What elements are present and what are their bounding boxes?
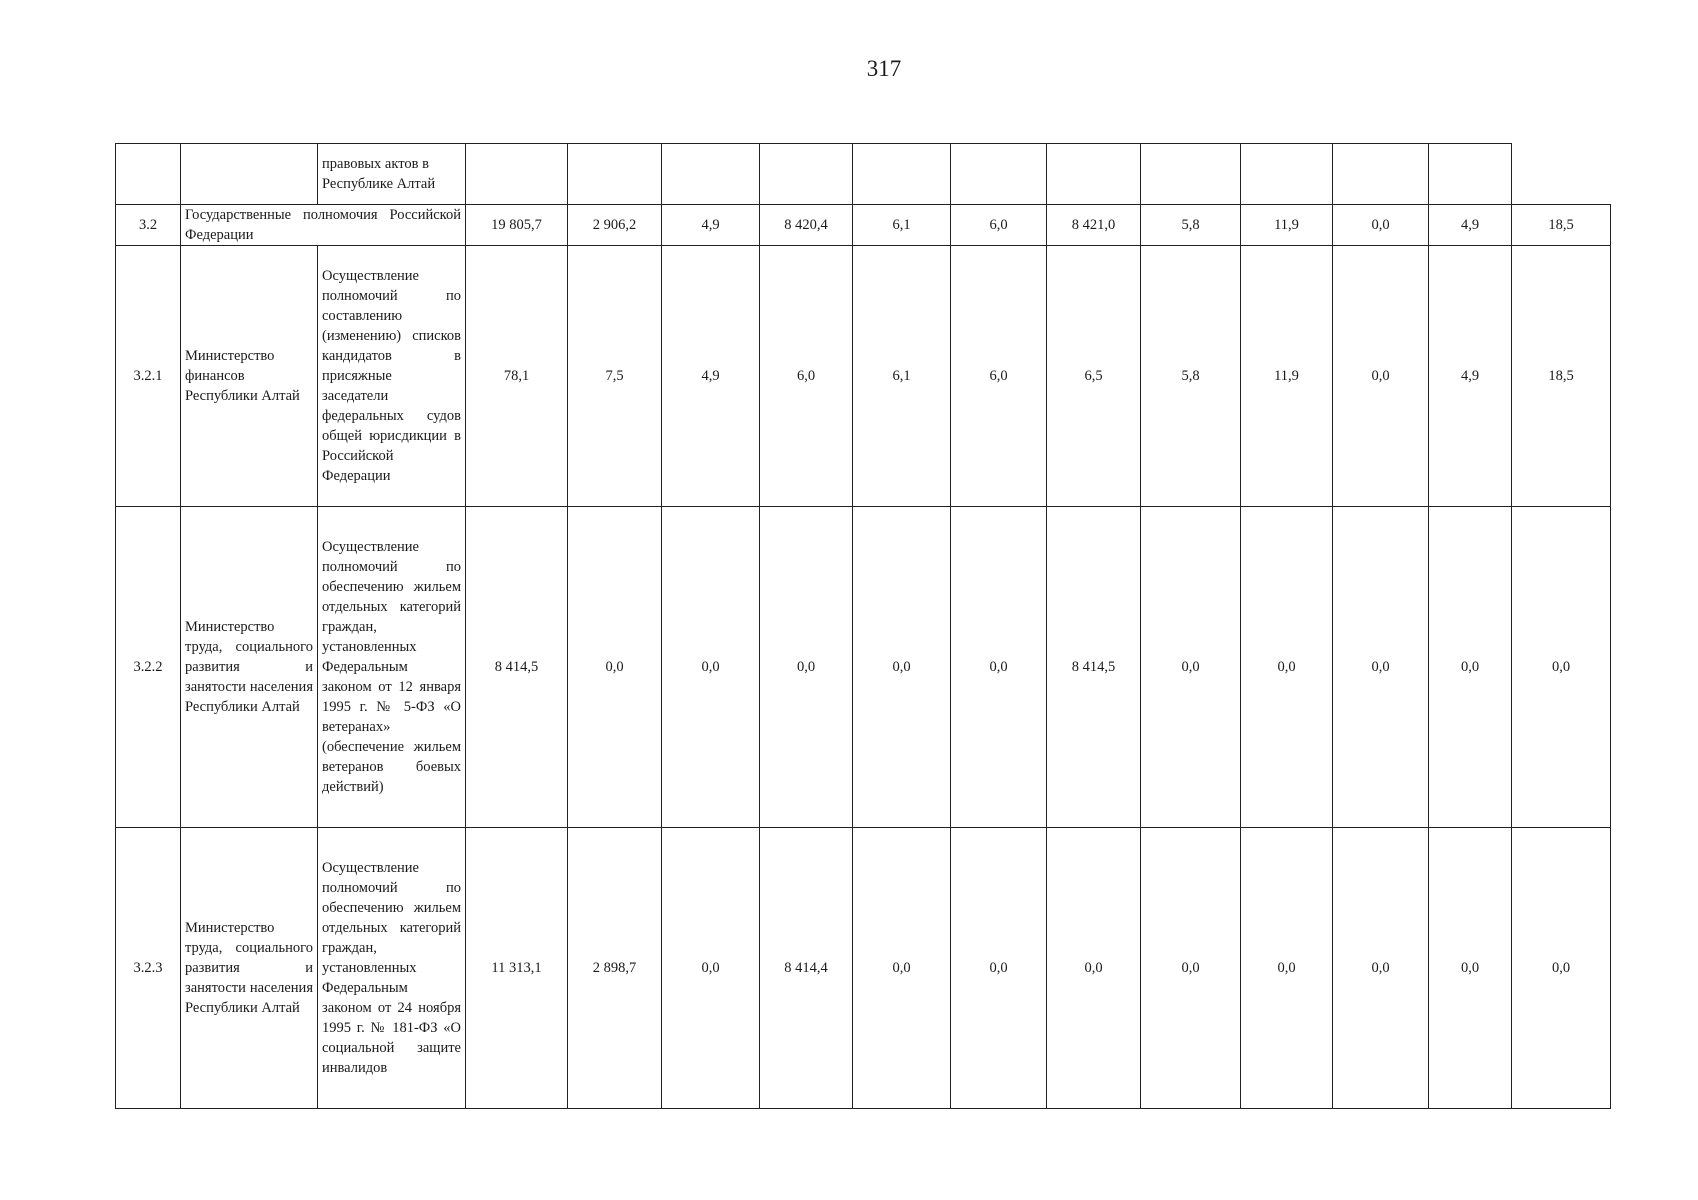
budget-table bbox=[115, 143, 1611, 1109]
value-cell: 0,0 bbox=[1333, 828, 1429, 1109]
row-organization: Министерство финансов Республики Алтай bbox=[181, 246, 318, 507]
value-cell: 0,0 bbox=[1141, 828, 1241, 1109]
value-cell: 0,0 bbox=[1333, 507, 1429, 828]
value-cell: 2 906,2 bbox=[568, 205, 662, 246]
value-cell: 0,0 bbox=[568, 507, 662, 828]
value-cell: 7,5 bbox=[568, 246, 662, 507]
value-cell: 0,0 bbox=[1047, 828, 1141, 1109]
value-cell: 0,0 bbox=[1512, 828, 1611, 1109]
value-cell bbox=[1241, 144, 1333, 205]
value-cell: 0,0 bbox=[853, 828, 951, 1109]
row-code: 3.2.1 bbox=[116, 246, 181, 507]
page-number: 317 bbox=[866, 56, 902, 81]
row-code bbox=[116, 144, 181, 205]
value-cell: 0,0 bbox=[1241, 828, 1333, 1109]
value-cell: 0,0 bbox=[853, 507, 951, 828]
row-description: Осуществление полномочий по обеспечению жильем отдельных категорий граждан, установленных Федеральным законом от 24 ноября 1995 г. № 181-ФЗ «О социальной защите инвалидов bbox=[318, 828, 466, 1109]
value-cell: 11,9 bbox=[1241, 205, 1333, 246]
value-cell: 8 414,4 bbox=[760, 828, 853, 1109]
value-cell: 18,5 bbox=[1512, 246, 1611, 507]
value-cell: 0,0 bbox=[1429, 828, 1512, 1109]
value-cell: 0,0 bbox=[1333, 205, 1429, 246]
row-code: 3.2.3 bbox=[116, 828, 181, 1109]
value-cell: 0,0 bbox=[951, 507, 1047, 828]
value-cell: 18,5 bbox=[1512, 205, 1611, 246]
value-cell: 0,0 bbox=[951, 828, 1047, 1109]
value-cell: 78,1 bbox=[466, 246, 568, 507]
value-cell bbox=[1141, 144, 1241, 205]
value-cell: 4,9 bbox=[1429, 205, 1512, 246]
row-description: Осуществление полномочий по обеспечению жильем отдельных категорий граждан, установленных Федеральным законом от 12 января 1995 г. № 5-ФЗ «О ветеранах» (обеспечение жильем ветеранов боевых действий) bbox=[318, 507, 466, 828]
value-cell bbox=[1333, 144, 1429, 205]
value-cell: 11 313,1 bbox=[466, 828, 568, 1109]
value-cell: 0,0 bbox=[1141, 507, 1241, 828]
value-cell: 0,0 bbox=[760, 507, 853, 828]
row-organization: Министерство труда, социального развития и занятости населения Республики Алтай bbox=[181, 828, 318, 1109]
row-organization bbox=[181, 144, 318, 205]
value-cell: 6,0 bbox=[760, 246, 853, 507]
value-cell: 4,9 bbox=[1429, 246, 1512, 507]
value-cell bbox=[760, 144, 853, 205]
value-cell: 4,9 bbox=[662, 205, 760, 246]
table-body bbox=[116, 144, 1611, 1109]
value-cell: 0,0 bbox=[1241, 507, 1333, 828]
row-code: 3.2.2 bbox=[116, 507, 181, 828]
table-row bbox=[116, 205, 1611, 246]
table-row bbox=[116, 144, 1611, 205]
value-cell: 8 421,0 bbox=[1047, 205, 1141, 246]
value-cell: 0,0 bbox=[662, 828, 760, 1109]
value-cell: 8 414,5 bbox=[466, 507, 568, 828]
table-row bbox=[116, 828, 1611, 1109]
value-cell: 6,0 bbox=[951, 246, 1047, 507]
row-organization: Государственные полномочия Российской Федерации bbox=[181, 205, 466, 246]
value-cell: 8 414,5 bbox=[1047, 507, 1141, 828]
value-cell bbox=[466, 144, 568, 205]
table-row bbox=[116, 246, 1611, 507]
row-description: правовых актов в Республике Алтай bbox=[318, 144, 466, 205]
value-cell: 6,1 bbox=[853, 246, 951, 507]
value-cell bbox=[951, 144, 1047, 205]
value-cell: 0,0 bbox=[1429, 507, 1512, 828]
row-description: Осуществление полномочий по составлению (изменению) списков кандидатов в присяжные заседатели федеральных судов общей юрисдикции в Российской Федерации bbox=[318, 246, 466, 507]
value-cell: 0,0 bbox=[1512, 507, 1611, 828]
value-cell bbox=[853, 144, 951, 205]
value-cell: 5,8 bbox=[1141, 246, 1241, 507]
value-cell: 2 898,7 bbox=[568, 828, 662, 1109]
value-cell: 6,5 bbox=[1047, 246, 1141, 507]
value-cell: 0,0 bbox=[1333, 246, 1429, 507]
value-cell: 0,0 bbox=[662, 507, 760, 828]
value-cell: 11,9 bbox=[1241, 246, 1333, 507]
value-cell bbox=[1429, 144, 1512, 205]
value-cell: 19 805,7 bbox=[466, 205, 568, 246]
value-cell bbox=[662, 144, 760, 205]
value-cell bbox=[568, 144, 662, 205]
value-cell: 4,9 bbox=[662, 246, 760, 507]
row-organization: Министерство труда, социального развития и занятости населения Республики Алтай bbox=[181, 507, 318, 828]
value-cell: 5,8 bbox=[1141, 205, 1241, 246]
value-cell: 6,0 bbox=[951, 205, 1047, 246]
value-cell bbox=[1047, 144, 1141, 205]
value-cell: 6,1 bbox=[853, 205, 951, 246]
row-code: 3.2 bbox=[116, 205, 181, 246]
table-row bbox=[116, 507, 1611, 828]
value-cell: 8 420,4 bbox=[760, 205, 853, 246]
